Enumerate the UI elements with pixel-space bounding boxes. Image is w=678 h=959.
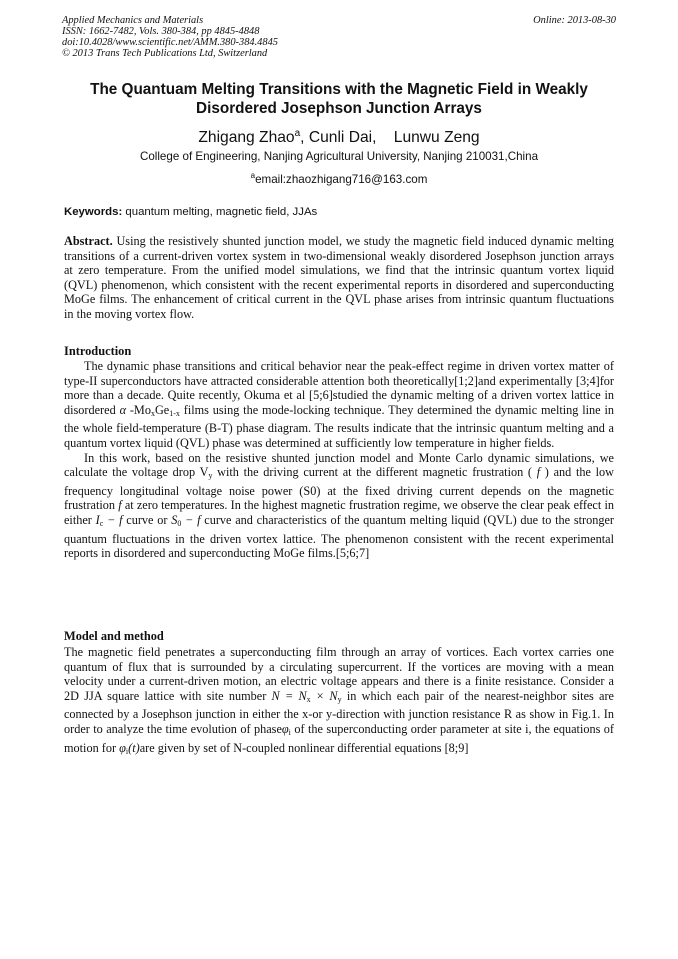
intro-p2-text-f: curve and characteristics of the quantum melting liquid (QVL) due to the stronger quantum fluctuations in the driven vortex lattice. The phenomenon consistent with the recent experimental reports in disordered and superconducting MoGe films.[5;6;7] xyxy=(64,512,614,561)
abstract-label: Abstract. xyxy=(64,234,113,248)
title-line-2: Disordered Josephson Junction Arrays xyxy=(196,100,482,117)
copyright-line: © 2013 Trans Tech Publications Ltd, Switzerland xyxy=(62,48,268,60)
paper-title xyxy=(60,80,618,118)
model-p1-text-b: in which each pair of the nearest-neighbor sites are connected by a Josephson junction in either the x-or y-direction with junction resistance R as show in Fig.1. In order to analyze the time evolution of phase xyxy=(64,688,614,736)
intro-p2-V: V xyxy=(199,465,209,480)
phase-t-arg: (t) xyxy=(128,740,140,755)
author-dai: , Cunli Dai, xyxy=(300,129,377,147)
journal-header xyxy=(62,15,618,59)
keywords xyxy=(64,205,618,220)
intro-p1-sub-x: x xyxy=(150,408,155,418)
noise-power-sub: 0 xyxy=(177,518,182,528)
keywords-label: Keywords: xyxy=(64,206,123,218)
intro-p2-text-a: In this work, based on the resistive shunted junction model and Monte Carlo dynamic simulations, we calculate the voltage drop xyxy=(64,450,614,480)
site-number-eq: N = N xyxy=(271,688,307,703)
site-number-times: × N xyxy=(310,688,338,703)
model-paragraph-1 xyxy=(64,645,614,759)
online-date: Online: 2013-08-30 xyxy=(533,15,616,26)
email-mark: a xyxy=(250,171,256,180)
model-p1-text-d: are given by set of N-coupled nonlinear differential equations [8;9] xyxy=(139,740,469,755)
minus-f-2: − f xyxy=(181,512,201,527)
author-email xyxy=(60,168,618,187)
site-number-sub-x: x xyxy=(306,694,311,704)
intro-paragraph-2 xyxy=(64,451,614,561)
abstract-text: Using the resistively shunted junction model, we study the magnetic field induced dynamic melting transitions of a current-driven vortex system in two-dimensional weakly disordered Josephson junction arrays at zero temperature. From the unified model simulations, we find that the intrinsic quantum vortex liquid (QVL) phenomenon, which consistent with the recent experimental reports in disordered and superconducting MoGe films. The enhancement of critical current in the QVL phase arises from intrinsic quantum fluctuations in the moving vortex flow. xyxy=(64,234,614,321)
author-affil-mark: a xyxy=(294,128,301,139)
author-list xyxy=(60,124,618,148)
noise-power-symbol: S xyxy=(171,512,178,527)
intro-p2-text-e: curve or xyxy=(122,512,172,527)
introduction-heading: Introduction xyxy=(64,344,132,358)
author-zhao: Zhigang Zhao xyxy=(198,129,295,147)
critical-current-sub: c xyxy=(99,518,104,528)
intro-paragraph-1 xyxy=(64,359,614,451)
model-p1-text-c: of the superconducting order parameter at site i, the equations of motion for xyxy=(64,721,614,755)
title-line-1: The Quantuam Melting Transitions with the Magnetic Field in Weakly xyxy=(90,81,588,98)
intro-p2-text-b: with the driving current at the different magnetic frustration ( xyxy=(212,465,537,480)
issn-line: ISSN: 1662-7482, Vols. 380-384, pp 4845-4848 xyxy=(62,26,260,38)
intro-p1-text-a: The dynamic phase transitions and critical behavior near the peak-effect regime in driven vortex matter of type-II superconductors have attracted considerable attention both theoretically[1;2]and experimentally [3;4]for more than a decade. Quite recently, Okuma et al [5;6]studied the dynamic melting of a driven vortex lattice in disordered xyxy=(64,359,614,417)
phase-t-sub: i xyxy=(125,746,129,756)
doi-line: doi:10.4028/www.scientific.net/AMM.380-384.4845 xyxy=(62,37,278,49)
frustration-symbol-1: f xyxy=(536,465,541,480)
model-p1-text-a: The magnetic field penetrates a superconducting film through an array of vortices. Each vortex carries one quantum of flux that is surrounded by a circulating supercurrent. If the vortices are moving with a mean velocity under a current-driven motion, an electric voltage appears and there is a finite resistance. Consider a 2D JJA square lattice with site number xyxy=(64,645,614,703)
minus-f-1: − f xyxy=(103,512,123,527)
affiliation: College of Engineering, Nanjing Agricultural University, Nanjing 210031,China xyxy=(139,150,539,163)
phase-sub-i: i xyxy=(288,727,291,737)
intro-p1-text-c: Ge xyxy=(154,402,170,417)
model-body xyxy=(64,645,614,759)
intro-p2-text-d: at zero temperatures. In the highest magnetic frustration regime, we observe the clear peak effect in either xyxy=(64,498,614,527)
frustration-symbol-2: f xyxy=(118,498,122,513)
intro-p2-sub-y: y xyxy=(208,471,213,481)
intro-p1-text-b: -Mo xyxy=(126,402,151,417)
site-number-sub-y: y xyxy=(337,694,342,704)
intro-p1-text-d: films using the mode-locking technique. They determined the dynamic melting line in the whole field-temperature (B-T) phase diagram. The results indicate that the intrinsic quantum melting and a quantum vortex liquid (QVL) phase was determined at sufficiently low temperature in higher fields. xyxy=(64,402,614,450)
model-heading: Model and method xyxy=(64,629,164,643)
intro-p2-text-c: ) and the low frequency longitudinal voltage noise power (S0) at the fixed driving current depends on the magnetic frustration xyxy=(64,465,615,513)
critical-current-symbol: I xyxy=(95,512,100,527)
phase-t-symbol: φ xyxy=(119,740,126,755)
author-zeng: Lunwu Zeng xyxy=(393,129,480,147)
introduction-body xyxy=(64,359,614,561)
email-text: email:zhaozhigang716@163.com xyxy=(255,172,428,186)
intro-p1-sub-1x: 1-x xyxy=(169,408,180,418)
abstract xyxy=(64,234,614,322)
phase-symbol: φ xyxy=(281,721,289,736)
alpha-symbol: α xyxy=(119,402,126,417)
journal-name: Applied Mechanics and Materials xyxy=(62,15,204,26)
keywords-text: quantum melting, magnetic field, JJAs xyxy=(122,206,318,218)
